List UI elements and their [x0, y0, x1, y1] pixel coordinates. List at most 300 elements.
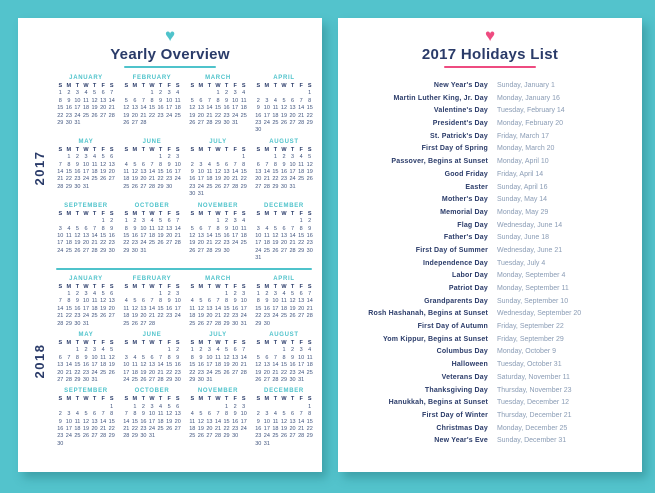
day-cell: 21 [232, 176, 239, 183]
day-cell: 26 [91, 112, 98, 119]
weekday-cell: M [264, 283, 270, 290]
day-cell: 17 [91, 362, 98, 369]
day-cell: 2 [67, 90, 71, 97]
day-cell: 9 [176, 354, 180, 361]
weekday-cell: W [215, 146, 221, 153]
day-cell: 27 [197, 247, 204, 254]
day-cell: 7 [291, 225, 295, 232]
empty-cell [122, 404, 131, 411]
empty-cell [139, 154, 148, 161]
day-cell: 16 [74, 169, 81, 176]
day-cell: 20 [263, 369, 270, 376]
day-cell: 19 [306, 169, 313, 176]
day-cell: 12 [197, 418, 204, 425]
holiday-date: Friday, March 17 [497, 132, 549, 140]
month-calendar [188, 202, 248, 263]
weekday-cell: S [307, 146, 312, 153]
day-cell: 5 [75, 225, 79, 232]
day-cell: 30 [255, 127, 262, 134]
weekday-cell: T [75, 396, 80, 403]
weekday-cell: W [281, 396, 287, 403]
day-cell: 28 [206, 247, 213, 254]
day-cell: 28 [140, 120, 147, 127]
empty-cell [205, 154, 214, 161]
day-cell: 10 [272, 298, 279, 305]
day-cell: 2 [308, 218, 312, 225]
day-cell: 17 [74, 105, 81, 112]
day-cell: 10 [240, 411, 247, 418]
weekday-cell: M [198, 146, 204, 153]
day-cell: 30 [108, 247, 115, 254]
day-cell: 5 [101, 154, 105, 161]
day-cell: 16 [65, 105, 72, 112]
weekday-cell: S [109, 396, 114, 403]
day-cell: 29 [189, 377, 196, 383]
day-cell: 3 [299, 347, 303, 354]
day-cell: 4 [133, 354, 137, 361]
day-cell: 16 [74, 305, 81, 312]
day-cell: 17 [240, 305, 247, 312]
day-cell: 11 [189, 418, 196, 425]
weekday-cell: W [281, 339, 287, 346]
weekday-cell: T [207, 146, 212, 153]
day-cell: 25 [123, 320, 130, 327]
day-cell: 15 [131, 418, 138, 425]
day-cell: 30 [189, 191, 196, 198]
day-cell: 24 [82, 313, 90, 320]
holiday-date: Wednesday, September 20 [497, 310, 582, 318]
day-cell: 1 [133, 403, 137, 410]
day-grid [254, 83, 314, 135]
day-cell: 29 [272, 183, 279, 190]
heart-icon: ♥ [484, 26, 496, 45]
day-cell: 28 [214, 433, 222, 440]
day-cell: 24 [57, 247, 64, 254]
day-cell: 23 [223, 112, 230, 119]
month-name: APRIL [273, 75, 295, 81]
month-calendar [56, 138, 116, 199]
day-cell: 6 [58, 354, 62, 361]
day-cell: 25 [272, 120, 279, 127]
day-cell: 16 [108, 232, 115, 239]
day-cell: 24 [174, 176, 181, 183]
weekday-cell: T [207, 339, 212, 346]
month-calendar [254, 387, 314, 448]
day-cell: 12 [140, 362, 147, 369]
day-cell: 10 [206, 354, 213, 361]
day-cell: 23 [223, 240, 230, 247]
empty-cell [148, 154, 157, 161]
day-cell: 19 [223, 362, 230, 369]
day-cell: 17 [148, 418, 156, 425]
day-cell: 18 [280, 305, 288, 312]
day-cell: 7 [299, 97, 303, 104]
day-cell: 17 [174, 305, 181, 312]
weekday-cell: M [132, 210, 138, 217]
weekday-cell: S [58, 83, 63, 89]
month-calendar [254, 202, 314, 263]
year-label: 2018 [31, 343, 47, 379]
weekday-cell: S [175, 210, 180, 217]
day-cell: 22 [298, 240, 305, 247]
day-cell: 27 [108, 313, 115, 320]
day-cell: 3 [242, 290, 246, 297]
day-cell: 12 [189, 105, 196, 112]
weekday-cell: M [66, 396, 72, 403]
day-cell: 7 [273, 354, 277, 361]
day-cell: 28 [214, 320, 222, 327]
holiday-date: Friday, September 29 [497, 335, 564, 343]
day-cell: 19 [189, 112, 196, 119]
weekday-cell: S [256, 339, 261, 346]
day-cell: 25 [91, 313, 98, 320]
day-cell: 4 [207, 161, 211, 168]
day-cell: 9 [67, 97, 71, 104]
weekday-cell: T [75, 146, 80, 153]
day-cell: 10 [263, 418, 270, 425]
weekday-cell: T [92, 396, 97, 403]
day-cell: 12 [100, 161, 107, 168]
holiday-date: Monday, May 29 [497, 208, 549, 216]
day-cell: 9 [233, 411, 237, 418]
weekday-cell: W [281, 146, 287, 153]
day-cell: 25 [65, 247, 72, 254]
weekday-cell: W [215, 283, 221, 290]
day-cell: 29 [74, 377, 81, 383]
day-cell: 27 [280, 247, 288, 254]
weekday-cell: S [175, 339, 180, 346]
holiday-row [338, 95, 642, 108]
empty-cell [231, 154, 240, 161]
holiday-row [338, 234, 642, 247]
day-cell: 8 [101, 225, 105, 232]
holiday-name: Patriot Day [448, 285, 488, 292]
day-cell: 22 [214, 240, 222, 247]
day-cell: 1 [159, 290, 163, 297]
day-cell: 20 [206, 313, 213, 320]
day-cell: 16 [280, 169, 288, 176]
day-cell: 2 [159, 90, 163, 97]
day-cell: 9 [233, 298, 237, 305]
day-cell: 19 [214, 176, 222, 183]
empty-cell [56, 404, 65, 411]
weekday-cell: F [101, 339, 105, 346]
weekday-cell: S [307, 339, 312, 346]
day-cell: 19 [131, 313, 138, 320]
empty-cell [188, 154, 197, 161]
day-cell: 28 [57, 183, 64, 190]
day-cell: 3 [242, 403, 246, 410]
day-cell: 1 [159, 154, 163, 161]
day-cell: 5 [225, 347, 229, 354]
empty-cell [205, 404, 214, 411]
day-cell: 24 [298, 369, 305, 376]
empty-cell [263, 347, 272, 354]
day-cell: 25 [157, 426, 164, 433]
day-cell: 22 [189, 369, 196, 376]
day-cell: 26 [100, 176, 107, 183]
day-cell: 27 [131, 120, 138, 127]
day-cell: 23 [108, 240, 115, 247]
weekday-cell: S [124, 83, 129, 89]
weekday-cell: M [132, 83, 138, 89]
day-cell: 7 [101, 411, 105, 418]
day-cell: 12 [280, 105, 288, 112]
weekday-cell: M [66, 210, 72, 217]
weekday-cell: W [215, 83, 221, 89]
weekday-cell: T [158, 339, 163, 346]
day-cell: 1 [282, 347, 286, 354]
day-cell: 3 [233, 90, 237, 97]
day-cell: 2 [225, 90, 229, 97]
day-cell: 18 [65, 240, 72, 247]
weekday-cell: S [256, 210, 261, 217]
weekday-cell: T [290, 146, 295, 153]
day-cell: 11 [272, 105, 279, 112]
weekday-cell: F [233, 83, 237, 89]
day-cell: 23 [82, 369, 90, 376]
day-cell: 22 [123, 240, 130, 247]
empty-cell [156, 347, 165, 354]
day-cell: 13 [206, 305, 213, 312]
empty-cell [263, 404, 272, 411]
day-cell: 13 [108, 298, 115, 305]
weekday-cell: S [190, 396, 195, 403]
day-cell: 11 [91, 298, 98, 305]
day-cell: 2 [167, 290, 171, 297]
months-grid-2018 [56, 275, 314, 449]
day-cell: 19 [108, 362, 115, 369]
day-cell: 22 [148, 112, 156, 119]
day-cell: 28 [57, 320, 64, 327]
holiday-date: Monday, September 4 [497, 272, 566, 280]
day-cell: 23 [131, 240, 138, 247]
empty-cell [254, 404, 263, 411]
holiday-row [338, 133, 642, 146]
day-cell: 30 [289, 377, 296, 383]
holiday-name: New Year's Eve [434, 437, 488, 445]
weekday-cell: W [83, 339, 89, 346]
weekday-cell: S [124, 146, 129, 153]
day-cell: 8 [282, 354, 286, 361]
day-cell: 13 [108, 161, 115, 168]
day-cell: 14 [65, 362, 72, 369]
day-cell: 8 [124, 225, 128, 232]
day-cell: 31 [240, 320, 247, 327]
weekday-cell: S [241, 283, 246, 290]
day-cell: 14 [214, 418, 222, 425]
weekday-cell: S [241, 396, 246, 403]
weekday-cell: T [141, 146, 146, 153]
weekday-cell: T [141, 283, 146, 290]
day-cell: 23 [65, 112, 72, 119]
day-cell: 7 [216, 298, 220, 305]
empty-cell [288, 404, 297, 411]
weekday-cell: T [224, 283, 229, 290]
day-cell: 5 [282, 411, 286, 418]
weekday-cell: T [224, 83, 229, 89]
day-cell: 25 [148, 240, 156, 247]
day-cell: 13 [197, 232, 204, 239]
day-cell: 14 [240, 354, 247, 361]
day-cell: 10 [57, 232, 64, 239]
day-cell: 9 [75, 298, 79, 305]
day-cell: 7 [207, 225, 211, 232]
day-cell: 4 [93, 290, 97, 297]
day-cell: 15 [57, 105, 64, 112]
empty-cell [271, 218, 280, 225]
weekday-cell: S [109, 283, 114, 290]
day-cell: 16 [306, 232, 313, 239]
day-cell: 7 [159, 354, 163, 361]
day-cell: 14 [214, 305, 222, 312]
day-cell: 1 [299, 218, 303, 225]
day-cell: 18 [189, 313, 196, 320]
day-grid [56, 83, 116, 127]
day-cell: 11 [149, 225, 155, 232]
holiday-row [338, 298, 642, 311]
empty-cell [271, 90, 280, 97]
holiday-row [338, 361, 642, 374]
weekday-cell: W [83, 396, 89, 403]
weekday-cell: T [141, 339, 146, 346]
weekday-cell: F [101, 210, 105, 217]
day-cell: 27 [57, 377, 64, 383]
month-name: MAY [78, 331, 94, 338]
day-cell: 17 [272, 305, 279, 312]
month-calendar [56, 202, 116, 263]
day-cell: 30 [223, 247, 230, 254]
weekday-cell: M [264, 83, 270, 89]
day-cell: 20 [148, 369, 156, 376]
day-cell: 27 [289, 433, 296, 440]
day-cell: 21 [65, 369, 72, 376]
weekday-cell: W [281, 283, 287, 290]
day-grid [188, 396, 248, 440]
empty-cell [288, 218, 297, 225]
holiday-list [338, 82, 642, 450]
day-cell: 14 [263, 169, 270, 176]
weekday-cell: S [307, 210, 312, 217]
holidays-page [338, 18, 642, 472]
day-cell: 20 [131, 112, 138, 119]
day-cell: 20 [108, 169, 115, 176]
weekday-cell: F [299, 210, 303, 217]
day-cell: 3 [67, 411, 71, 418]
holiday-name: Yom Kippur, Begins at Sunset [382, 335, 488, 343]
month-name: JULY [209, 138, 227, 145]
weekday-cell: S [58, 339, 63, 346]
day-cell: 29 [108, 433, 115, 440]
day-cell: 19 [74, 240, 81, 247]
day-cell: 18 [240, 105, 247, 112]
day-cell: 12 [272, 232, 279, 239]
empty-cell [214, 154, 223, 161]
empty-cell [288, 90, 297, 97]
empty-cell [280, 90, 289, 97]
day-grid [56, 147, 116, 191]
weekday-cell: T [207, 83, 212, 89]
weekday-cell: S [109, 83, 114, 89]
day-cell: 17 [232, 232, 239, 239]
day-cell: 5 [101, 290, 105, 297]
empty-cell [122, 90, 131, 97]
day-cell: 28 [289, 247, 296, 254]
day-cell: 23 [140, 426, 147, 433]
holiday-date: Monday, March 20 [497, 145, 555, 153]
weekday-cell: T [158, 146, 163, 153]
day-cell: 18 [306, 362, 313, 369]
day-cell: 16 [57, 426, 64, 433]
day-cell: 11 [281, 298, 287, 305]
day-cell: 6 [299, 290, 303, 297]
day-cell: 17 [65, 426, 72, 433]
weekday-cell: M [264, 210, 270, 217]
weekday-cell: T [158, 396, 163, 403]
month-calendar [122, 74, 182, 135]
day-cell: 14 [91, 232, 98, 239]
day-cell: 2 [256, 411, 260, 418]
day-cell: 6 [256, 161, 260, 168]
day-cell: 21 [108, 105, 115, 112]
day-cell: 8 [308, 411, 312, 418]
day-cell: 25 [189, 320, 196, 327]
day-cell: 10 [240, 298, 247, 305]
weekday-cell: S [190, 283, 195, 290]
day-cell: 11 [74, 418, 81, 425]
day-cell: 10 [91, 354, 98, 361]
day-cell: 15 [123, 232, 130, 239]
day-cell: 1 [273, 154, 277, 161]
day-cell: 4 [242, 218, 246, 225]
day-cell: 25 [206, 183, 213, 190]
day-cell: 19 [189, 240, 196, 247]
day-cell: 2 [282, 154, 286, 161]
day-cell: 20 [108, 305, 115, 312]
empty-cell [65, 404, 74, 411]
weekday-cell: T [92, 283, 97, 290]
empty-cell [90, 404, 99, 411]
empty-cell [90, 218, 99, 225]
empty-cell [139, 347, 148, 354]
day-cell: 9 [167, 161, 171, 168]
month-calendar [254, 331, 314, 384]
month-name: JUNE [142, 138, 162, 145]
weekday-cell: F [299, 83, 303, 89]
weekday-cell: S [307, 83, 312, 89]
day-cell: 4 [216, 347, 220, 354]
day-cell: 14 [232, 169, 239, 176]
day-cell: 26 [280, 433, 288, 440]
holiday-row [338, 196, 642, 209]
weekday-cell: F [167, 396, 171, 403]
day-cell: 30 [174, 377, 181, 383]
month-calendar [122, 387, 182, 448]
day-cell: 19 [280, 112, 288, 119]
day-cell: 10 [166, 97, 173, 104]
day-cell: 13 [148, 362, 156, 369]
weekday-cell: S [256, 283, 261, 290]
day-cell: 10 [289, 161, 296, 168]
empty-cell [122, 347, 131, 354]
day-cell: 26 [74, 247, 81, 254]
empty-cell [205, 218, 214, 225]
day-cell: 11 [123, 169, 130, 176]
holiday-name: Mother's Day [441, 196, 488, 204]
day-cell: 6 [110, 290, 114, 297]
holiday-date: Monday, December 25 [497, 424, 568, 432]
day-cell: 28 [65, 377, 72, 383]
